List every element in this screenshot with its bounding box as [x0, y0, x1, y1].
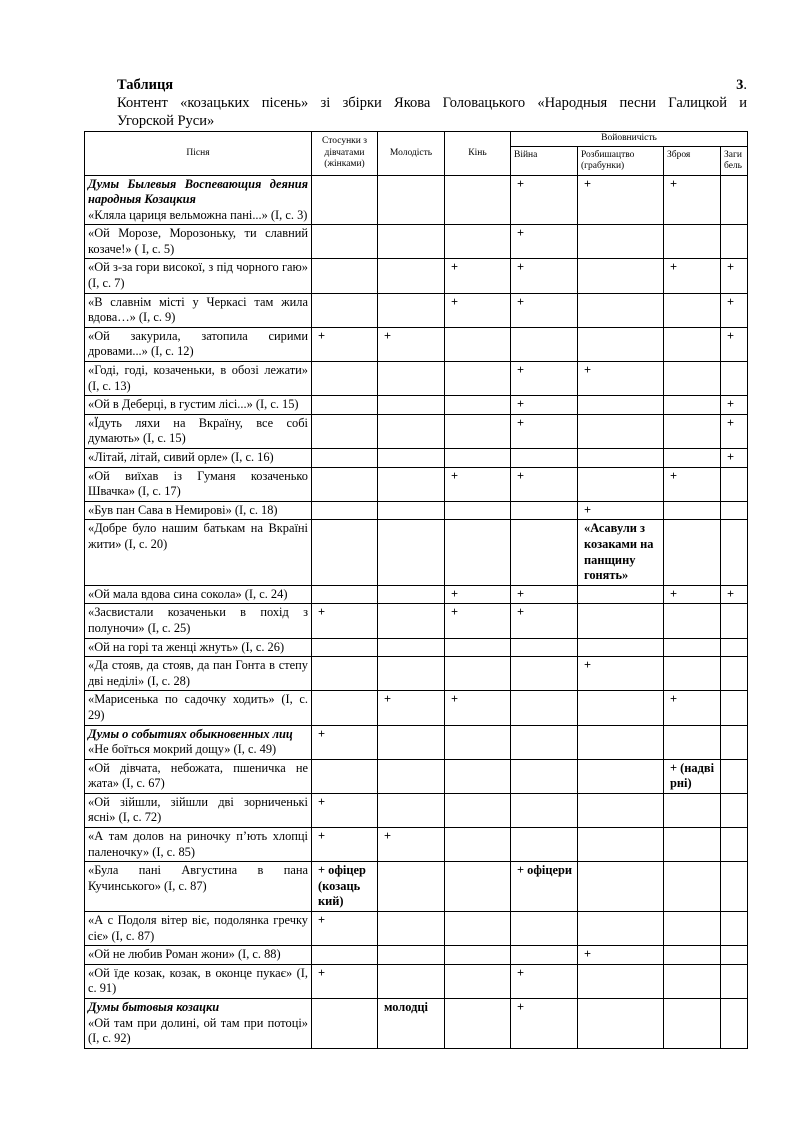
cell-relations	[312, 259, 378, 293]
cell-robbery	[578, 604, 664, 638]
cell-weapon	[664, 964, 721, 998]
table-row	[85, 175, 748, 225]
cell-song	[85, 946, 312, 965]
cell-horse	[445, 912, 511, 946]
cell-youth	[378, 638, 445, 657]
cell-war	[511, 520, 578, 585]
cell-death: +	[721, 293, 748, 327]
song-title: «Ой на горі та женці жнуть» (І, с. 26)	[88, 639, 285, 654]
cell-war	[511, 946, 578, 965]
cell-relations: +	[312, 327, 378, 361]
cell-relations	[312, 467, 378, 501]
cell-death	[721, 657, 748, 691]
cell-weapon: +	[664, 467, 721, 501]
cell-robbery	[578, 259, 664, 293]
table-row	[85, 912, 748, 946]
cell-death	[721, 828, 748, 862]
cell-war	[511, 912, 578, 946]
cell-death: +	[721, 585, 748, 604]
cell-war	[511, 327, 578, 361]
table-row	[85, 946, 748, 965]
cell-death	[721, 862, 748, 912]
cell-horse	[445, 396, 511, 415]
cell-weapon	[664, 520, 721, 585]
cell-death	[721, 225, 748, 259]
cell-youth	[378, 362, 445, 396]
caption-number-line	[117, 76, 747, 94]
cell-relations	[312, 396, 378, 415]
cell-horse: +	[445, 467, 511, 501]
song-title: «Літай, літай, сивий орле» (І, с. 16)	[88, 450, 274, 464]
cell-weapon	[664, 912, 721, 946]
cell-robbery	[578, 225, 664, 259]
song-title: «Годі, годі, козаченьки, в обозі лежати» (І, с. 13)	[88, 363, 308, 393]
cell-youth	[378, 501, 445, 520]
cell-death	[721, 964, 748, 998]
cell-death: +	[721, 259, 748, 293]
cell-horse	[445, 362, 511, 396]
cell-song	[85, 657, 312, 691]
cell-war	[511, 638, 578, 657]
cell-song	[85, 828, 312, 862]
cell-relations	[312, 225, 378, 259]
cell-song	[85, 691, 312, 725]
cell-horse	[445, 793, 511, 827]
header-horse: Кінь	[445, 132, 511, 176]
song-title: «Добре було нашим батькам на Вкраїні жити» (І, с. 20)	[88, 521, 308, 551]
cell-weapon: +	[664, 691, 721, 725]
table-row	[85, 414, 748, 448]
table-row	[85, 638, 748, 657]
cell-horse	[445, 327, 511, 361]
cell-war	[511, 449, 578, 468]
header-relations: Стосунки з дівчатами (жінками)	[312, 132, 378, 176]
cell-robbery: +	[578, 501, 664, 520]
song-title: «Ой закурила, затопила сирими дровами...» (І, с. 12)	[88, 328, 308, 359]
cell-weapon	[664, 501, 721, 520]
song-title: «Ой не любив Роман жони» (І, с. 88)	[88, 947, 281, 962]
song-title: «Ой дівчата, небожата, пшеничка не жата» (І, с. 67)	[88, 760, 308, 791]
cell-relations	[312, 520, 378, 585]
cell-weapon	[664, 414, 721, 448]
table-row	[85, 964, 748, 998]
cell-war	[511, 501, 578, 520]
cell-relations	[312, 585, 378, 604]
cell-youth	[378, 657, 445, 691]
cell-song	[85, 964, 312, 998]
cell-death	[721, 793, 748, 827]
song-title: «Кляла цариця вельможна пані...» (І, с. 3)	[88, 207, 308, 222]
cell-death	[721, 946, 748, 965]
table-row	[85, 293, 748, 327]
cell-youth	[378, 604, 445, 638]
cell-horse	[445, 225, 511, 259]
cell-relations: +	[312, 828, 378, 862]
cell-youth: +	[378, 691, 445, 725]
cell-relations	[312, 501, 378, 520]
song-title: «Була пані Августина в пана Кучинського» (І, с. 87)	[88, 863, 308, 893]
header-youth: Молодість	[378, 132, 445, 176]
cell-death	[721, 725, 748, 759]
cell-death	[721, 912, 748, 946]
cell-war: +	[511, 259, 578, 293]
table-body	[85, 175, 748, 1048]
table-row	[85, 691, 748, 725]
cell-robbery	[578, 725, 664, 759]
cell-weapon	[664, 293, 721, 327]
cell-relations: +	[312, 793, 378, 827]
cell-war	[511, 759, 578, 793]
cell-horse	[445, 828, 511, 862]
table-row	[85, 225, 748, 259]
cell-youth	[378, 585, 445, 604]
song-title: «Ой мала вдова сина сокола» (І, с. 24)	[88, 586, 288, 601]
cell-song	[85, 225, 312, 259]
table-row	[85, 362, 748, 396]
cell-horse	[445, 759, 511, 793]
song-title: «Ой їде козак, козак, в оконце пукає» (І, с. 91)	[88, 965, 308, 996]
cell-robbery	[578, 414, 664, 448]
cell-horse: +	[445, 585, 511, 604]
song-title: «Ой в Деберці, в густим лісі...» (І, с. 15)	[88, 397, 299, 412]
table-row	[85, 467, 748, 501]
cell-death	[721, 638, 748, 657]
cell-weapon	[664, 604, 721, 638]
cell-war: +	[511, 396, 578, 415]
section-title: Думы Былевыя Воспевающия деяния народныя Козацкия	[88, 176, 308, 207]
cell-youth	[378, 520, 445, 585]
cell-relations	[312, 657, 378, 691]
cell-weapon	[664, 327, 721, 361]
song-title: «Їдуть ляхи на Вкраїну, все собі думають» (І, с. 15)	[88, 415, 308, 446]
cell-youth	[378, 449, 445, 468]
cell-youth	[378, 912, 445, 946]
cell-relations	[312, 999, 378, 1049]
cell-relations	[312, 293, 378, 327]
table-row	[85, 585, 748, 604]
cell-weapon	[664, 638, 721, 657]
cell-robbery	[578, 638, 664, 657]
cell-robbery: «Асавули з козаками на панщину гонять»	[578, 520, 664, 585]
cell-horse	[445, 725, 511, 759]
cell-war: +	[511, 604, 578, 638]
cell-death	[721, 759, 748, 793]
cell-war	[511, 725, 578, 759]
cell-youth: +	[378, 828, 445, 862]
cell-weapon	[664, 862, 721, 912]
song-title: «А с Подоля вітер віє, подолянка гречку сіє» (І, с. 87)	[88, 913, 308, 943]
cell-robbery	[578, 828, 664, 862]
cell-horse	[445, 414, 511, 448]
song-title: «Ой Морозе, Морозоньку, ти славний козаче!» ( І, с. 5)	[88, 226, 308, 256]
cell-death: +	[721, 449, 748, 468]
cell-robbery	[578, 467, 664, 501]
song-title: «Ой з-за гори високої, з під чорного гаю» (І, с. 7)	[88, 260, 308, 291]
cell-robbery	[578, 862, 664, 912]
cell-song	[85, 585, 312, 604]
song-title: «Не боїться мокрий дощу» (І, с. 49)	[88, 742, 277, 757]
cell-horse: +	[445, 293, 511, 327]
cell-youth	[378, 225, 445, 259]
cell-robbery	[578, 293, 664, 327]
cell-song	[85, 759, 312, 793]
cell-war: +	[511, 362, 578, 396]
cell-war	[511, 691, 578, 725]
cell-youth	[378, 414, 445, 448]
caption-number: Таблиця 3	[117, 77, 744, 93]
cell-robbery	[578, 999, 664, 1049]
cell-horse	[445, 999, 511, 1049]
cell-horse	[445, 638, 511, 657]
cell-horse	[445, 175, 511, 225]
cell-relations: +	[312, 604, 378, 638]
cell-song	[85, 604, 312, 638]
cell-death: +	[721, 396, 748, 415]
cell-youth	[378, 293, 445, 327]
section-title: Думы о событиях обыкновенных лиц	[88, 726, 293, 741]
table-row	[85, 604, 748, 638]
cell-robbery	[578, 691, 664, 725]
cell-horse: +	[445, 691, 511, 725]
cell-robbery: +	[578, 175, 664, 225]
cell-relations	[312, 414, 378, 448]
cell-song	[85, 327, 312, 361]
cell-weapon	[664, 657, 721, 691]
cell-war	[511, 828, 578, 862]
cell-weapon	[664, 396, 721, 415]
cell-war: +	[511, 175, 578, 225]
cell-war: +	[511, 225, 578, 259]
cell-robbery	[578, 327, 664, 361]
cell-relations	[312, 362, 378, 396]
cell-weapon: +	[664, 585, 721, 604]
cell-weapon: +	[664, 175, 721, 225]
cell-song	[85, 793, 312, 827]
cell-robbery	[578, 585, 664, 604]
table-row	[85, 449, 748, 468]
table-row	[85, 793, 748, 827]
header-death: Загибель	[721, 146, 748, 175]
cell-war	[511, 657, 578, 691]
cell-robbery	[578, 964, 664, 998]
header-weapon: Зброя	[664, 146, 721, 175]
cell-relations: +	[312, 964, 378, 998]
cell-horse	[445, 964, 511, 998]
cell-song	[85, 293, 312, 327]
song-title: «Марисенька по садочку ходить» (І, с. 29)	[88, 692, 308, 722]
cell-robbery: +	[578, 946, 664, 965]
header-song: Пісня	[85, 132, 312, 176]
cell-death	[721, 362, 748, 396]
cell-relations: +	[312, 912, 378, 946]
table-row	[85, 327, 748, 361]
cell-weapon	[664, 946, 721, 965]
cell-horse	[445, 657, 511, 691]
cell-relations	[312, 449, 378, 468]
cell-youth	[378, 793, 445, 827]
cell-war: +	[511, 585, 578, 604]
cell-death	[721, 467, 748, 501]
table-row	[85, 725, 748, 759]
cell-robbery	[578, 793, 664, 827]
cell-song	[85, 259, 312, 293]
cell-weapon	[664, 225, 721, 259]
song-title: «Ой там при долині, ой там при потоці» (І, с. 92)	[88, 1015, 308, 1046]
cell-robbery	[578, 396, 664, 415]
table-row	[85, 501, 748, 520]
cell-youth	[378, 396, 445, 415]
cell-horse: +	[445, 259, 511, 293]
song-title: «Ой виїхав із Гуманя козаченько Швачка» (І, с. 17)	[88, 468, 308, 499]
cell-war: +	[511, 467, 578, 501]
cell-song	[85, 999, 312, 1049]
cell-death	[721, 999, 748, 1049]
song-title: «Да стояв, да стояв, да пан Гонта в степу дві неділі» (І, с. 28)	[88, 658, 308, 688]
table-row	[85, 759, 748, 793]
header-militancy: Войовничість	[511, 132, 748, 147]
cell-relations	[312, 759, 378, 793]
song-title: «В славнім місті у Черкасі там жила вдова…» (І, с. 9)	[88, 294, 308, 325]
table-row	[85, 520, 748, 585]
table-row	[85, 862, 748, 912]
cell-death: +	[721, 327, 748, 361]
cell-relations	[312, 946, 378, 965]
table-caption	[117, 76, 747, 130]
caption-number-suffix: .	[743, 77, 747, 93]
cell-weapon	[664, 793, 721, 827]
cell-horse	[445, 501, 511, 520]
cell-relations	[312, 175, 378, 225]
song-title: «Ой зійшли, зійшли дві зорниченькі ясні» (І, с. 72)	[88, 794, 308, 825]
cell-death	[721, 501, 748, 520]
song-title: «Був пан Сава в Немирові» (І, с. 18)	[88, 502, 278, 517]
cell-song	[85, 725, 312, 759]
song-title: «А там долов на риночку п’ють хлопці паленочку» (І, с. 85)	[88, 829, 308, 859]
cell-song	[85, 912, 312, 946]
cell-weapon: +	[664, 259, 721, 293]
cell-war: +	[511, 414, 578, 448]
cell-horse	[445, 449, 511, 468]
caption-line-1: Контент «козацьких пісень» зі збірки Якова Головацького «Народныя песни Галицкой и	[117, 95, 747, 111]
cell-youth	[378, 259, 445, 293]
header-robbery: Розбишацтво (грабунки)	[578, 146, 664, 175]
table-row	[85, 259, 748, 293]
table-row	[85, 828, 748, 862]
cell-robbery	[578, 759, 664, 793]
cell-robbery	[578, 449, 664, 468]
cell-war: +	[511, 999, 578, 1049]
cell-song	[85, 467, 312, 501]
cell-youth	[378, 862, 445, 912]
cell-youth	[378, 175, 445, 225]
cell-song	[85, 501, 312, 520]
cell-youth	[378, 964, 445, 998]
cell-death	[721, 604, 748, 638]
cell-horse	[445, 520, 511, 585]
cell-weapon	[664, 449, 721, 468]
cell-weapon	[664, 725, 721, 759]
cell-youth: +	[378, 327, 445, 361]
header-war: Війна	[511, 146, 578, 175]
cell-relations	[312, 691, 378, 725]
cell-song	[85, 175, 312, 225]
cell-song	[85, 449, 312, 468]
table-row	[85, 999, 748, 1049]
cell-song	[85, 638, 312, 657]
cell-weapon	[664, 362, 721, 396]
cell-robbery	[578, 912, 664, 946]
cell-song	[85, 414, 312, 448]
cell-youth: молодці	[378, 999, 445, 1049]
song-title: «Засвистали козаченьки в похід з полуночи» (І, с. 25)	[88, 605, 308, 635]
cell-horse	[445, 862, 511, 912]
cell-war: + офіцери	[511, 862, 578, 912]
cell-robbery: +	[578, 362, 664, 396]
cell-death: +	[721, 414, 748, 448]
caption-line-2: Угорской Руси»	[117, 113, 215, 129]
header-row-1	[85, 132, 748, 147]
cell-weapon: + (надві рні)	[664, 759, 721, 793]
cell-youth	[378, 759, 445, 793]
cell-relations	[312, 638, 378, 657]
cell-song	[85, 862, 312, 912]
cell-war: +	[511, 964, 578, 998]
cell-horse: +	[445, 604, 511, 638]
section-title: Думы бытовыя козацки	[88, 1000, 220, 1014]
cell-song	[85, 362, 312, 396]
cell-relations: +	[312, 725, 378, 759]
cell-weapon	[664, 999, 721, 1049]
cell-death	[721, 520, 748, 585]
table-row	[85, 396, 748, 415]
cell-horse	[445, 946, 511, 965]
cell-death	[721, 691, 748, 725]
cell-war: +	[511, 293, 578, 327]
cell-song	[85, 520, 312, 585]
table-row	[85, 657, 748, 691]
cell-youth	[378, 725, 445, 759]
cell-robbery: +	[578, 657, 664, 691]
songs-table	[84, 131, 748, 1049]
cell-war	[511, 793, 578, 827]
cell-song	[85, 396, 312, 415]
cell-youth	[378, 946, 445, 965]
cell-death	[721, 175, 748, 225]
cell-relations: + офіцер (козаць кий)	[312, 862, 378, 912]
cell-weapon	[664, 828, 721, 862]
cell-youth	[378, 467, 445, 501]
